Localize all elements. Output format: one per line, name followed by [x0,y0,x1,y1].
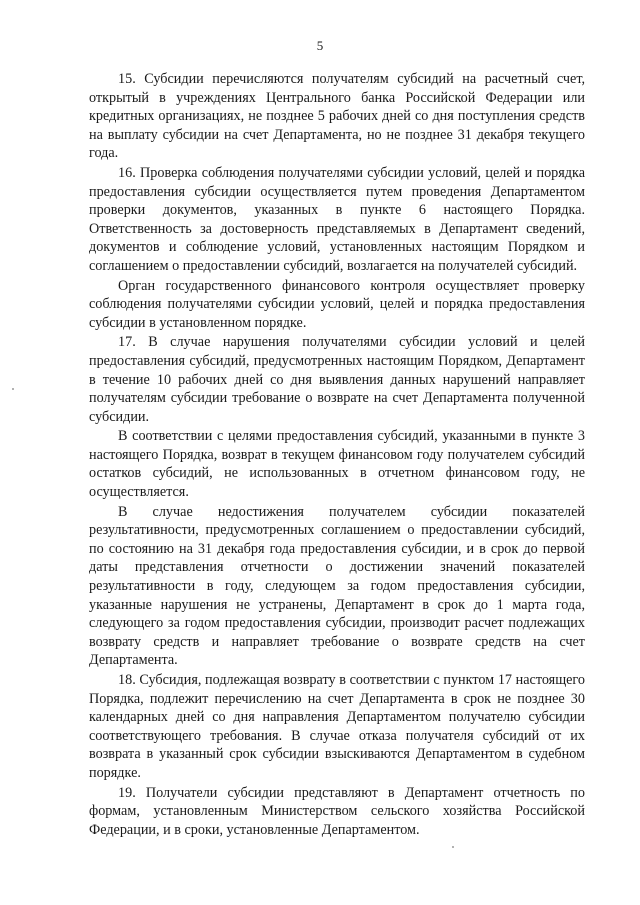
paragraph-19: 19. Получатели субсидии представляют в Департамент отчетность по формам, установленным Министерством сельского хозяйства Российской Федерации, и в сроки, установленные Департаментом. [89,784,585,838]
paragraph-17: 17. В случае нарушения получателями субсидии условий и целей предоставления субсидий, предусмотренных настоящим Порядком, Департамент в течение 10 рабочих дней со дня выявления данных нарушений направляет получателям субсидии требование о возврате на счет Департамента полученной субсидии. [89,334,585,425]
document-body [89,70,585,840]
paragraph-16-control: Орган государственного финансового контроля осуществляет проверку соблюдения получателями субсидии условий, целей и порядка предоставления субсидии в установленном порядке. [89,277,585,331]
scan-artifact-dot [452,846,454,848]
paragraph-15: 15. Субсидии перечисляются получателям субсидий на расчетный счет, открытый в учреждениях Центрального банка Российской Федерации или кредитных организациях, не позднее 5 рабочих дней со дня поступления средств на выплату субсидии на счет Департамента, но не позднее 31 декабря текущего года. [89,71,585,162]
scan-artifact-dot [12,388,14,390]
paragraph-18: 18. Субсидия, подлежащая возврату в соответствии с пунктом 17 настоящего Порядка, подлежит перечислению на счет Департамента в срок не позднее 30 календарных дней со дня направления Департаментом получателю субсидии соответствующего требования. В случае отказа получателя субсидий от их возврата в указанный срок субсидии взыскиваются Департаментом в судебном порядке. [89,672,585,781]
paragraph-16: 16. Проверка соблюдения получателями субсидии условий, целей и порядка предоставления субсидии осуществляется путем проведения Департаментом проверки документов, указанных в пункте 6 настоящего Порядка. Ответственность за достоверность представляемых в Департамент сведений, документов и соблюдение условий, установленных настоящим Порядком и соглашением о предоставлении субсидий, возлагается на получателей субсидий. [89,164,585,274]
paragraph-17-remainder: В соответствии с целями предоставления субсидий, указанными в пункте 3 настоящего Порядка, возврат в текущем финансовом году получателем субсидий остатков субсидий, не использованных в отчетном финансовом году, не осуществляется. [89,428,585,501]
page-number: 5 [316,38,324,53]
paragraph-17-nonachievement: В случае недостижения получателем субсидии показателей результативности, предусмотренных соглашением о предоставлении субсидий, по состоянию на 31 декабря года предоставления субсидии, и в срок до первой даты представления отчетности о достижении значений показателей результативности в году, следующем за годом предоставления субсидии, указанные нарушения не устранены, Департамент в срок до 1 марта года, следующего за годом предоставления субсидии, производит расчет подлежащих возврату средств и направляет требование о возврате средств на счет Департамента. [89,503,585,669]
